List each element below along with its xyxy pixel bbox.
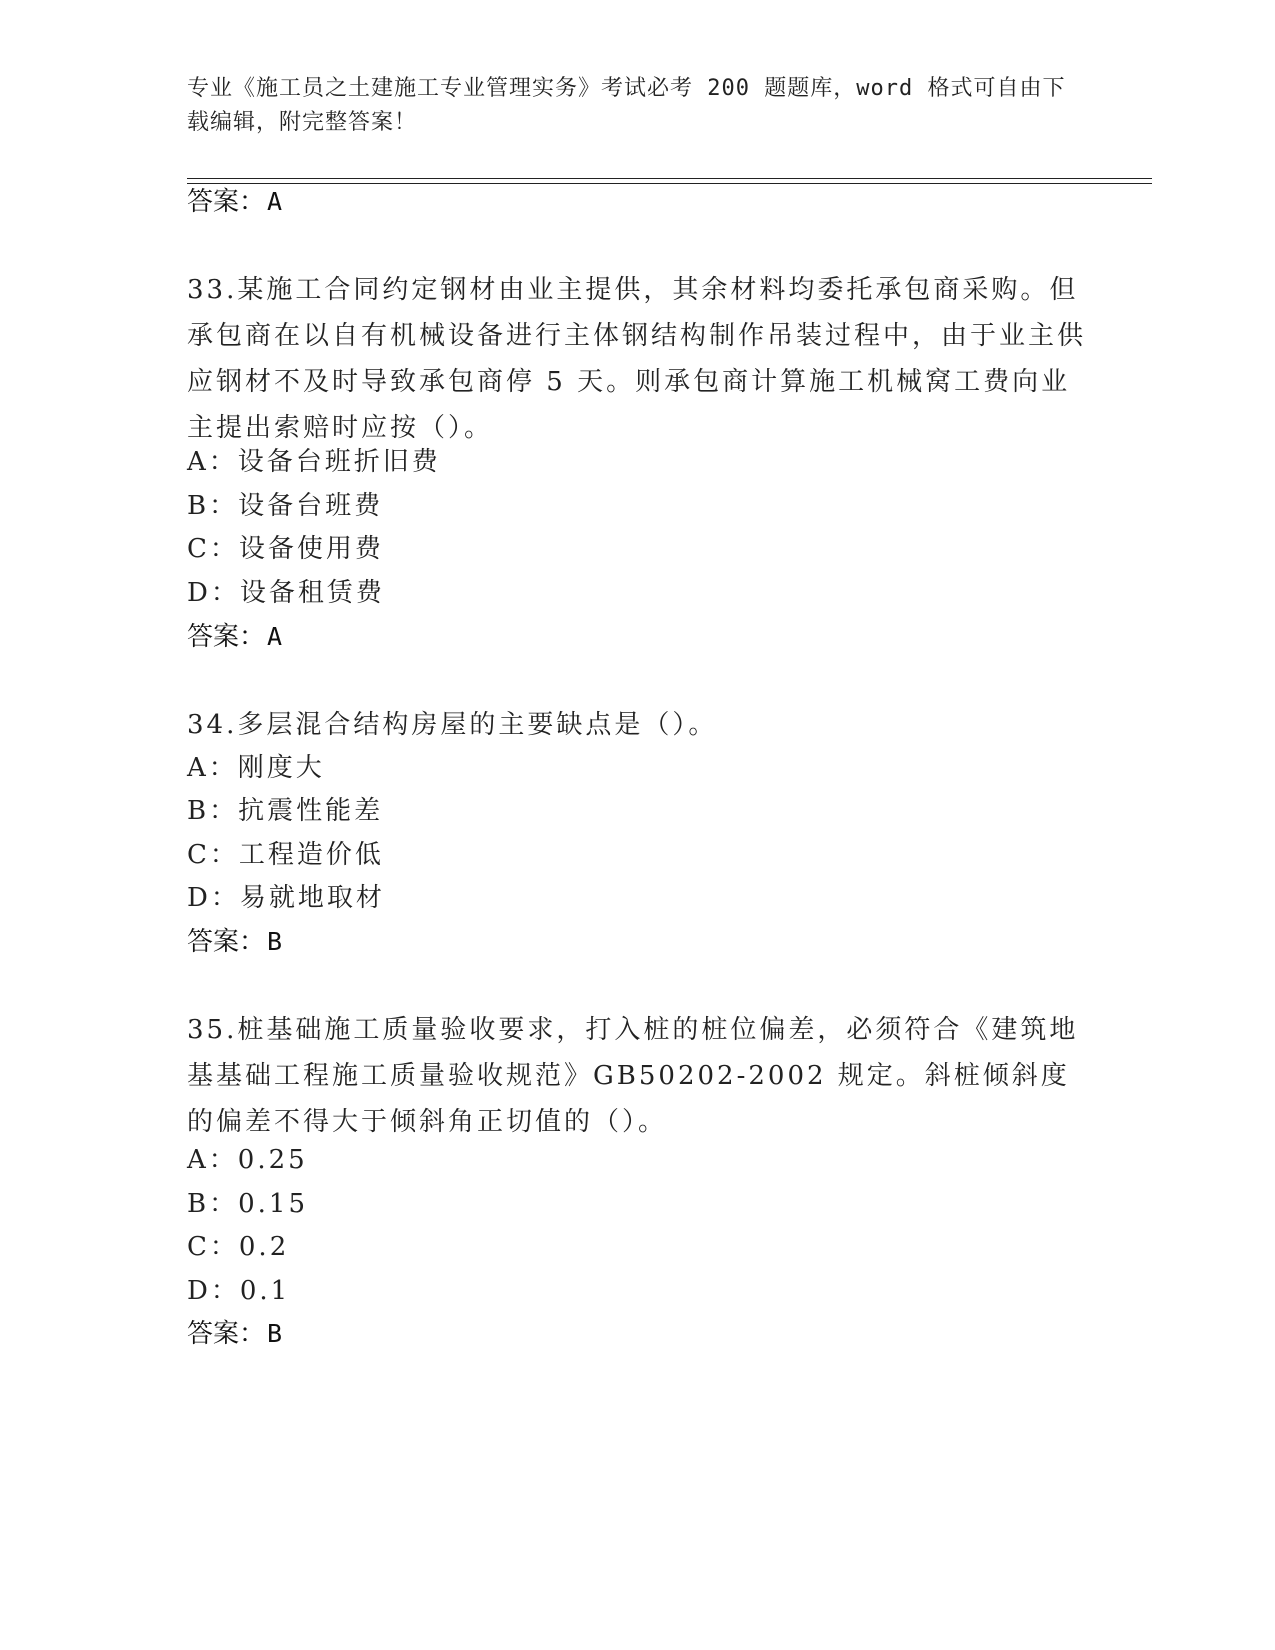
question-33-option-d: D：设备租赁费 bbox=[187, 578, 385, 608]
question-33-option-a: A：设备台班折旧费 bbox=[187, 447, 441, 477]
question-35-option-a: A：0.25 bbox=[187, 1145, 308, 1175]
header-rule-top bbox=[187, 178, 1152, 179]
previous-answer bbox=[187, 184, 282, 220]
question-33-text: 33.某施工合同约定钢材由业主提供，其余材料均委托承包商采购。但承包商在以自有机械设备进行主体钢结构制作吊装过程中，由于业主供应钢材不及时导致承包商停 5 天。则承包商计算施工机械窝工费向业主提出索赔时应按（）。 bbox=[187, 275, 1087, 443]
question-33-answer bbox=[187, 619, 282, 655]
answer-value: B bbox=[267, 927, 283, 956]
question-35-option-b: B：0.15 bbox=[187, 1189, 308, 1219]
question-34-option-d: D：易就地取材 bbox=[187, 883, 385, 913]
answer-value: B bbox=[267, 1319, 283, 1348]
question-35-option-c: C：0.2 bbox=[187, 1232, 290, 1262]
question-34-option-b: B：抗震性能差 bbox=[187, 796, 384, 826]
header-rule-bottom bbox=[187, 183, 1152, 184]
question-33-option-b: B：设备台班费 bbox=[187, 491, 384, 521]
document-header: 专业《施工员之土建施工专业管理实务》考试必考 200 题题库，word 格式可自由下载编辑，附完整答案！ bbox=[187, 76, 1066, 135]
question-34-option-c: C：工程造价低 bbox=[187, 840, 384, 870]
document-page bbox=[187, 0, 1152, 1650]
question-35-option-d: D：0.1 bbox=[187, 1276, 291, 1306]
question-33-option-c: C：设备使用费 bbox=[187, 534, 384, 564]
question-34-answer bbox=[187, 924, 282, 960]
question-34-text: 34.多层混合结构房屋的主要缺点是（）。 bbox=[187, 710, 718, 740]
question-35-text: 35.桩基础施工质量验收要求，打入桩的桩位偏差，必须符合《建筑地基基础工程施工质量验收规范》GB50202-2002 规定。斜桩倾斜度的偏差不得大于倾斜角正切值的（）。 bbox=[187, 1015, 1079, 1137]
answer-value: A bbox=[267, 187, 283, 216]
answer-label: 答案： bbox=[187, 927, 266, 957]
question-35-answer bbox=[187, 1316, 282, 1352]
answer-label: 答案： bbox=[187, 1319, 266, 1349]
answer-value: A bbox=[267, 622, 283, 651]
answer-label: 答案： bbox=[187, 187, 266, 217]
question-34-option-a: A：刚度大 bbox=[187, 753, 325, 783]
answer-label: 答案： bbox=[187, 622, 266, 652]
